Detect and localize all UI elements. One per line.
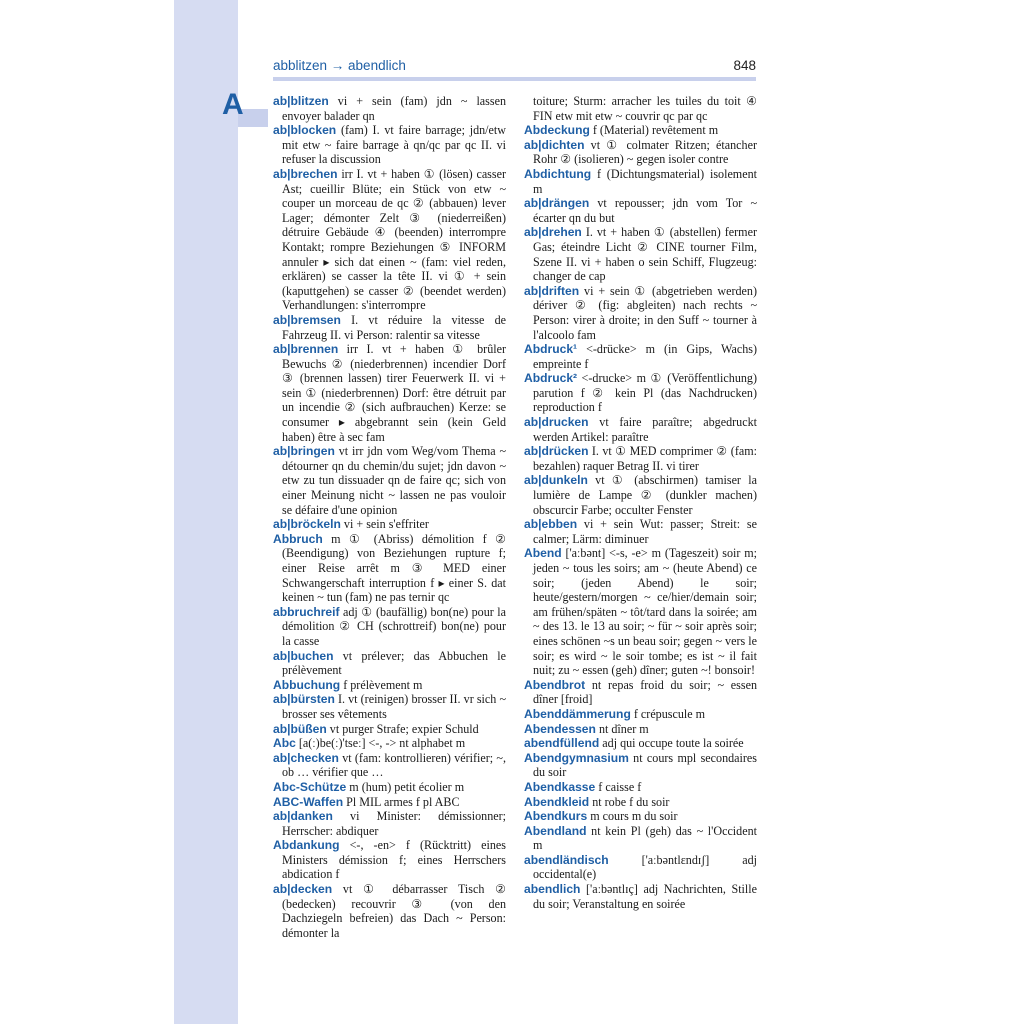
entry-headword: ab|blitzen [273,94,329,108]
section-letter-tab: A [222,88,244,121]
entry-headword: ab|buchen [273,648,334,663]
dictionary-entry [273,692,506,721]
dictionary-entry [524,780,757,795]
entry-definition: ['aːbəntlɛndɪʃ] adj occidental(e) [533,852,757,882]
entry-definition: vi + sein (fam) jdn ~ lassen envoyer balader qn [282,94,506,123]
dictionary-entry [524,138,757,167]
entry-headword: Abend [524,546,562,561]
entry-definition: <-, -en> f (Rücktritt) eines Ministers démission f; eines Herrschers abdication f [282,838,506,882]
entry-headword: ab|checken [273,750,339,765]
entry-headword: ABC-Waffen [273,794,344,809]
dictionary-entry [524,678,757,707]
dictionary-entry [524,795,757,810]
dictionary-entry [524,284,757,342]
dictionary-entry [524,736,757,751]
entry-headword: Abc [273,736,296,751]
entry-headword: ab|drängen [524,196,590,211]
entry-headword: Abendland [524,823,587,838]
entry-definition: vt purger Strafe; expier Schuld [326,721,479,736]
dictionary-entry [524,444,757,473]
dictionary-entry [524,415,757,444]
entry-definition: <-drücke> m (in Gips, Wachs) empreinte f [533,342,757,371]
entry-headword: ab|brechen [273,166,338,181]
entry-definition: f crépuscule m [630,706,706,721]
header-rule [273,77,756,81]
entry-definition: irr I. vt + haben ① brûler Bewuchs ② (niederbrennen) incendier Dorf ③ (brennen lassen) tirer Feuerwerk II. vi + sein ① (niederbrennen) Dorf: être détruit par un incendie ② (sich aufbrauchen) Kerze: se consumer ▸ abgebrannt sein (kein Geld haben) être à sec fam [282,342,506,444]
dictionary-entry [273,678,506,693]
dictionary-entry [524,342,757,371]
entry-definition: f (Dichtungsmaterial) isolement m [533,166,757,196]
dictionary-entry [273,751,506,780]
dictionary-entry [273,167,506,313]
dictionary-entry [273,795,506,810]
entry-definition: nt kein Pl (geh) das ~ l'Occident m [533,823,757,853]
entry-headword: abendländisch [524,852,609,867]
entry-headword: Abendkasse [524,779,596,794]
dictionary-entry [273,882,506,940]
entry-headword: ab|dichten [524,137,585,152]
entry-definition: I. vt ① MED comprimer ② (fam: bezahlen) raquer Betrag II. vi tirer [533,444,757,473]
entry-definition: m ① (Abriss) démolition f ② (Beendigung) von Beziehungen rupture f; einer Reise arrêt m ③ MED einer Schwangerschaft interruption f ▸ einer S. dat keinen ~ tun (fam) ne pas ternir qc [282,531,506,605]
entry-definition: vi + sein s'effriter [340,517,429,532]
dictionary-entry [524,546,757,677]
entry-headword: Abendkurs [524,809,588,824]
entry-headword: Abenddämmerung [524,706,631,721]
entry-headword: ab|danken [273,809,333,824]
entry-definition: ['aːbəntlɪç] adj Nachrichten, Stille du soir; Veranstaltung en soirée [533,882,757,911]
dictionary-entry [273,838,506,882]
dictionary-entry [273,342,506,444]
dictionary-entry [524,722,757,737]
dictionary-entry [273,780,506,795]
entry-definition: irr I. vt + haben ① (lösen) casser Ast; cueillir Blüte; ein Stück von etw ~ couper un morceau de qc ② (abbauen) lever Lager; démonter Zelt ③ (niederreißen) détruire Gebäude ④ (beenden) interrompre Kontakt; rompre Beziehungen ⑤ INFORM annuler ▸ sich dat einen ~ (fam: viel reden, erklären) se casser la tête II. vi ① + sein (kaputtgehen) se casser ② (beendet werden) Verhandlungen: s'interrompre [282,166,506,313]
dictionary-column-left [273,94,506,940]
entry-headword: Abendgymnasium [524,750,629,765]
dictionary-entry [524,225,757,283]
entry-headword: ab|drucken [524,415,589,430]
guide-words: abblitzen → abendlich [273,58,406,73]
dictionary-entry [524,473,757,517]
entry-headword: Abdankung [273,838,340,853]
entry-definition: vi Minister: démissionner; Herrscher: abdiquer [282,809,506,838]
dictionary-entry [524,824,757,853]
entry-definition: vt repousser; jdn vom Tor ~ écarter qn du but [533,196,757,225]
entry-definition: <-drucke> m ① (Veröffentlichung) parution f ② kein Pl (das Nachdrucken) reproduction f [533,371,757,415]
entry-definition: I. vt réduire la vitesse de Fahrzeug II. vi Person: ralentir sa vitesse [282,312,506,342]
entry-headword: Abdeckung [524,123,590,138]
page-number: 848 [733,58,756,73]
entry-definition: nt repas froid du soir; ~ essen dîner [froid] [533,677,757,707]
dictionary-entry [273,532,506,605]
entry-headword: Abc-Schütze [273,779,347,794]
entry-definition: (fam) I. vt faire barrage; jdn/etw mit etw ~ faire barrage à qn/qc par qc II. vi refuser la discussion [282,123,506,167]
entry-headword: ab|drücken [524,444,589,459]
entry-headword: ab|ebben [524,517,578,532]
dictionary-entry [524,853,757,882]
entry-definition: f (Material) revêtement m [589,123,719,138]
running-header [273,56,756,78]
entry-headword: abbruchreif [273,604,340,619]
entry-headword: ab|bürsten [273,692,335,707]
entry-headword: Abendbrot [524,677,586,692]
dictionary-entry [524,707,757,722]
entry-definition: adj ① (baufällig) bon(ne) pour la démolition ② CH (schrottreif) bon(ne) pour la casse [282,604,506,648]
entry-definition: I. vt (reinigen) brosser II. vr sich ~ brosser ses vêtements [282,692,506,721]
entry-definition: m cours m du soir [587,809,678,824]
entry-headword: ab|bremsen [273,312,341,327]
entry-headword: ab|brennen [273,342,339,357]
entry-definition: vi + sein Wut: passer; Streit: se calmer; Lärm: diminuer [533,517,757,546]
dictionary-entry [273,313,506,342]
dictionary-entry [524,517,757,546]
entry-definition: nt dîner m [595,721,649,736]
entry-headword: Abbuchung [273,677,341,692]
dictionary-column-right [524,94,757,911]
entry-headword: abendfüllend [524,736,600,751]
entry-definition: adj qui occupe toute la soirée [599,736,744,751]
dictionary-entry [273,809,506,838]
dictionary-entry [273,649,506,678]
dictionary-entry [524,94,757,123]
entry-headword: Abdichtung [524,166,592,181]
dictionary-entry [273,605,506,649]
dictionary-entry [524,882,757,911]
entry-headword: ab|drehen [524,225,582,240]
dictionary-entry [273,94,506,123]
dictionary-entry [273,123,506,167]
entry-definition: f prélèvement m [340,677,423,692]
entry-definition: vt (fam: kontrollieren) vérifier; ~, ob … vérifier que … [282,750,506,780]
entry-definition: vi + sein ① (abgetrieben werden) dériver ② (fig: abgleiten) nach rechts ~ Person: virer à droite; in den Suff ~ tourner à l'alcoolo fam [533,283,757,342]
dictionary-entry [524,123,757,138]
entry-headword: Abendessen [524,721,596,736]
entry-headword: Abbruch [273,531,323,546]
page-edge-band [174,0,238,1024]
entry-definition: m (hum) petit écolier m [346,779,465,794]
entry-definition: vt ① débarrasser Tisch ② (bedecken) recouvrir ③ (von den Dachziegeln befreien) das Dach ~ Person: démonter la [282,882,506,940]
entry-definition: vt prélever; das Abbuchen le prélèvement [282,648,506,678]
entry-definition: vt faire paraître; abgedruckt werden Artikel: paraître [533,415,757,444]
dictionary-entry [273,444,506,517]
entry-headword: ab|driften [524,283,580,298]
entry-headword: ab|decken [273,882,333,897]
dictionary-entry [524,196,757,225]
entry-headword: ab|büßen [273,721,327,736]
entry-headword: Abdruck² [524,371,578,386]
dictionary-entry [524,809,757,824]
entry-definition: toiture; Sturm: arracher les tuiles du toit ④ FIN etw mit etw ~ couvrir qc par qc [533,94,757,123]
entry-definition: nt robe f du soir [589,794,670,809]
entry-headword: abendlich [524,882,581,897]
entry-definition: [a(ː)be(ː)'tseː] <-, -> nt alphabet m [295,736,466,751]
entry-definition: I. vt + haben ① (abstellen) fermer Gas; éteindre Licht ② CINE tourner Film, Szene II. vi + haben o sein Schiff, Flugzeug: changer de cap [533,225,757,284]
entry-definition: Pl MIL armes f pl ABC [343,794,460,809]
dictionary-entry [273,722,506,737]
entry-headword: ab|dunkeln [524,473,588,488]
entry-headword: ab|bröckeln [273,517,341,532]
dictionary-entry [273,736,506,751]
entry-headword: ab|bringen [273,444,335,459]
entry-definition: nt cours mpl secondaires du soir [533,750,757,780]
dictionary-entry [524,167,757,196]
entry-definition: ['aːbənt] <-s, -e> m (Tageszeit) soir m; jeden ~ tous les soirs; am ~ (heute Abend) ce soir; (jeden Abend) le soir; heute/gestern/morgen ~ ce/hier/demain soir; am frühen/späten ~ tôt/tard dans la soirée; am ~ des 13. le 13 au soir; ~ für ~ soir après soir; eines schönen ~s un beau soir; gegen ~ vers le soir; es wird ~ le soir tombe; es ist ~ il fait nuit; zu ~ essen (geh) dîner; guten ~! bonsoir! [533,546,757,678]
dictionary-entry [524,371,757,415]
entry-definition: vt irr jdn vom Weg/vom Thema ~ détourner qn du chemin/du sujet; jdn davon ~ etw zu tun dissuader qn de faire qc; sich von einer Meinung nicht ~ lassen ne pas vouloir se défaire d'une opinion [282,444,506,517]
entry-headword: ab|blocken [273,123,337,138]
entry-headword: Abendkleid [524,794,590,809]
entry-definition: vt ① colmater Ritzen; étancher Rohr ② (isolieren) ~ gegen isoler contre [533,137,757,167]
entry-definition: f caisse f [595,779,642,794]
dictionary-entry [524,751,757,780]
dictionary-entry [273,517,506,532]
entry-definition: vt ① (abschirmen) tamiser la lumière de Lampe ② (dunkler machen) obscurcir Farbe; occulter Fenster [533,473,757,517]
entry-headword: Abdruck¹ [524,342,578,357]
